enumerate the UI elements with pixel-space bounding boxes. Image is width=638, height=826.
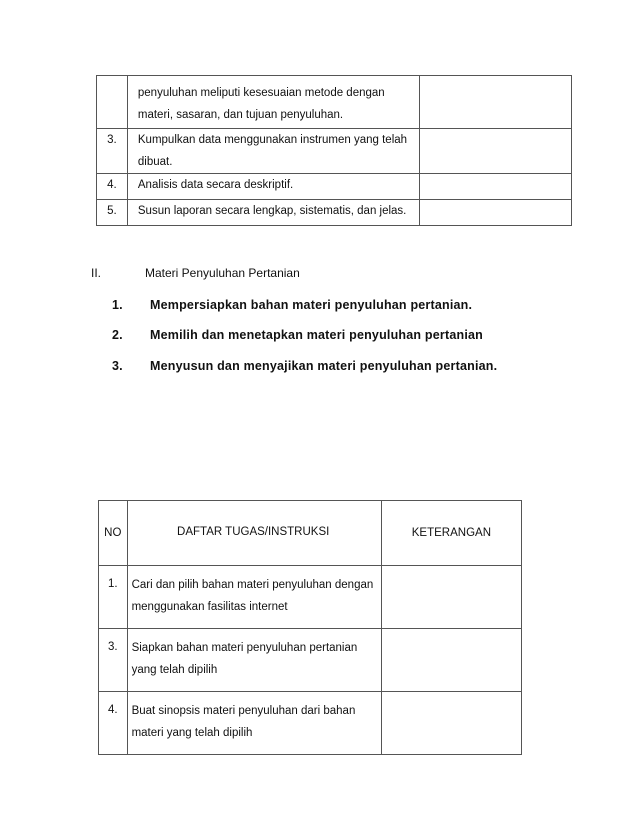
row-number: 4. bbox=[97, 174, 128, 200]
table-header-row bbox=[99, 501, 522, 566]
table-row bbox=[99, 692, 522, 755]
row-number: 3. bbox=[99, 629, 128, 692]
row-number bbox=[97, 76, 128, 129]
table-row bbox=[97, 129, 572, 174]
row-remark bbox=[381, 629, 521, 692]
list-item-number: 1. bbox=[112, 298, 123, 312]
row-remark bbox=[381, 566, 521, 629]
list-item-number: 3. bbox=[112, 359, 123, 373]
row-number: 3. bbox=[97, 129, 128, 174]
row-text: Susun laporan secara lengkap, sistematis, dan jelas. bbox=[127, 200, 419, 226]
row-text: Buat sinopsis materi penyuluhan dari bahan materi yang telah dipilih bbox=[127, 692, 381, 755]
section-number: II. bbox=[91, 266, 102, 280]
list-item-text: Mempersiapkan bahan materi penyuluhan pertanian. bbox=[150, 298, 473, 312]
task-table-continued bbox=[96, 75, 572, 226]
row-text: Kumpulkan data menggunakan instrumen yang telah dibuat. bbox=[127, 129, 419, 174]
header-no: NO bbox=[99, 501, 128, 566]
row-remark bbox=[419, 129, 571, 174]
row-number: 5. bbox=[97, 200, 128, 226]
row-number: 1. bbox=[99, 566, 128, 629]
task-instruction-table bbox=[98, 500, 522, 755]
list-item-text: Memilih dan menetapkan materi penyuluhan pertanian bbox=[150, 328, 483, 342]
header-remark: KETERANGAN bbox=[381, 501, 521, 566]
table-row bbox=[99, 629, 522, 692]
table-row bbox=[99, 566, 522, 629]
table-row bbox=[97, 76, 572, 129]
row-remark bbox=[381, 692, 521, 755]
row-remark bbox=[419, 200, 571, 226]
list-item-number: 2. bbox=[112, 328, 123, 342]
table-row bbox=[97, 174, 572, 200]
row-remark bbox=[419, 174, 571, 200]
header-task: DAFTAR TUGAS/INSTRUKSI bbox=[127, 501, 381, 566]
row-text: Analisis data secara deskriptif. bbox=[127, 174, 419, 200]
table-row bbox=[97, 200, 572, 226]
section-title: Materi Penyuluhan Pertanian bbox=[145, 266, 300, 280]
row-remark bbox=[419, 76, 571, 129]
row-number: 4. bbox=[99, 692, 128, 755]
row-text: penyuluhan meliputi kesesuaian metode dengan materi, sasaran, dan tujuan penyuluhan. bbox=[127, 76, 419, 129]
row-text: Cari dan pilih bahan materi penyuluhan dengan menggunakan fasilitas internet bbox=[127, 566, 381, 629]
row-text: Siapkan bahan materi penyuluhan pertanian yang telah dipilih bbox=[127, 629, 381, 692]
list-item-text: Menyusun dan menyajikan materi penyuluhan pertanian. bbox=[150, 359, 498, 373]
